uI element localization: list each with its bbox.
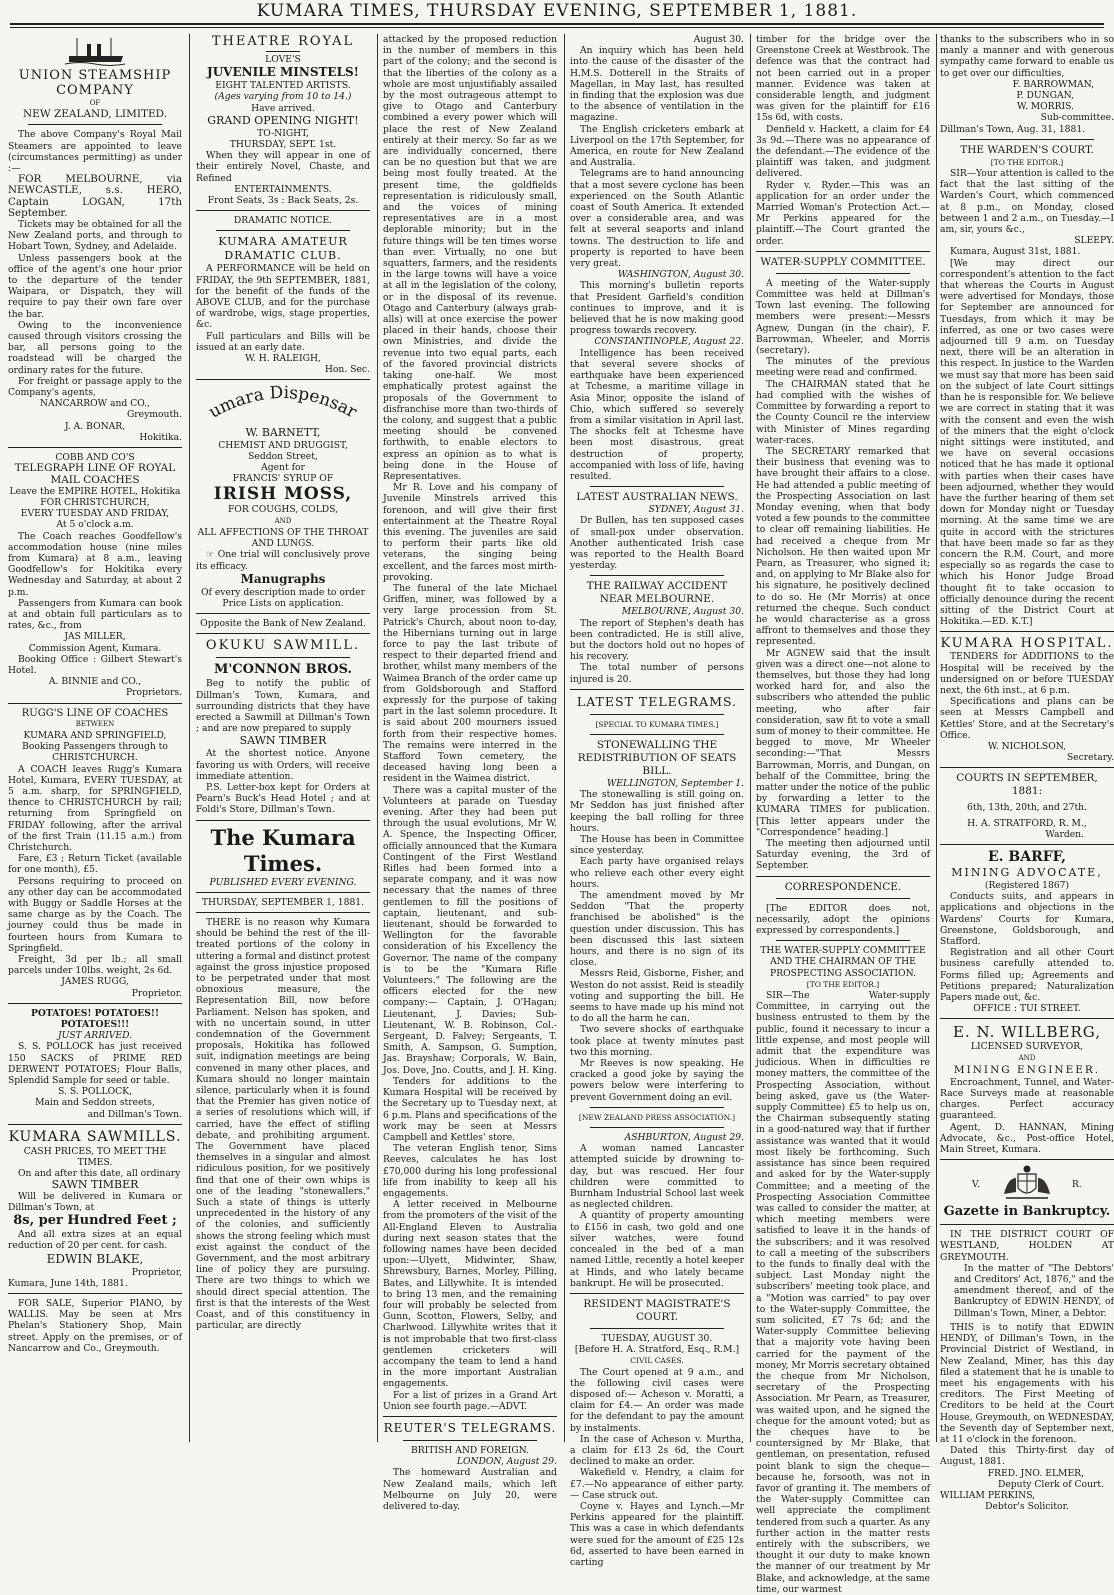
ks-p2: Will be delivered in Kumara or Dillman's Town, at: [8, 1190, 182, 1213]
rm-p1: The Court opened at 9 a.m., and the following civil cases were disposed of:— Acheson v. Moratti, a claim for £4.— An order was made for the defendant to pay the amount by instalments.: [570, 1366, 744, 1434]
ks-title: KUMARA SAWMILLS.: [8, 1128, 182, 1145]
tr-grand: GRAND OPENING NIGHT!: [207, 113, 359, 127]
rugg-title: RUGG'S LINE OF COACHES: [21, 707, 169, 719]
usc-p3: Tickets may be obtained for all the New Zealand ports, and through to Hobart Town, Sydney, and Adelaide.: [8, 219, 182, 253]
enw-p2: Agent, D. HANNAN, Mining Advocate, &c., Post-office Hotel, Main Street, Kumara.: [940, 1121, 1114, 1156]
rugg-dest: CHRISTCHURCH.: [52, 752, 138, 764]
ash-p2: A quantity of property amounting to £156 in cash, two gold and one silver watches, were found concealed in the bed of a man named Little, recently a hotel keeper at Hinds, and who lately became bankrupt. He will be prosecuted.: [570, 1210, 744, 1289]
sw-dateline: WELLINGTON, September 1.: [606, 777, 744, 789]
masthead-rule: [10, 23, 1104, 28]
pot-arrived: JUST ARRIVED.: [57, 1030, 133, 1042]
nzpa: [NEW ZEALAND PRESS ASSOCIATION.]: [578, 1112, 736, 1122]
pot-name: S. S. POLLOCK,: [58, 1086, 132, 1098]
lt-special: [SPECIAL TO KUMARA TIMES.]: [595, 719, 719, 729]
kd-all: ALL AFFECTIONS OF THE THROAT AND LUNGS.: [197, 526, 369, 550]
column-rule: [564, 34, 565, 1442]
usc-p2: FOR MELBOURNE, via NEWCASTLE, s.s. HERO, Captain LOGAN, 17th September.: [8, 173, 182, 219]
kd-opp: Opposite the Bank of New Zealand.: [200, 618, 366, 630]
kt-title: The Kumara Times.: [210, 824, 356, 876]
ok-p3: P.S. Letter-box kept for Orders at Pearn's Buck's Head Hotel ; and at Foldi's Store, Dillman's Town.: [196, 781, 370, 816]
c5-p3: Ryder v. Ryder.—This was an application for an order under the Married Woman's Protection Act.—Mr Perkins appeared for the plaintiff.—The Court granted the order.: [756, 179, 930, 247]
c4-p4: This morning's bulletin reports that President Garfield's condition continues to improve, and it is believed that he is now making good progress towards recovery.: [570, 280, 744, 337]
kd-role: CHEMIST AND DRUGGIST,: [218, 439, 348, 451]
gz-sig-role: Deputy Clerk of Court.: [997, 1478, 1104, 1490]
dn-p2: Full particulars and Bills will be issued at an early date.: [196, 330, 370, 353]
ws-p1: A meeting of the Water-supply Committee was held at Dillman's Town last evening. The following members were present:—Messrs Agnew, Dungan (in the chair), F. Barrowman, Wheeler, and Morris (secretary).: [756, 277, 930, 357]
cobb-p1: The Coach reaches Goodfellow's accommodation house (nine miles from Kumara) at 8 a.m., leaving Goodfellow's for Hokitika every Wednesday and Saturday, at about 2 p.m.: [8, 530, 182, 598]
kd-manu: Manugraphs: [240, 571, 326, 586]
news-artunion: For a list of prizes in a Grand Art Union see fourth page.—ADVT.: [383, 1389, 557, 1412]
usc-p6: For freight or passage apply to the Company's agents,: [8, 375, 182, 399]
column-2: [196, 34, 370, 1442]
usc-agent1-place: Greymouth.: [126, 409, 182, 421]
tr-arrived: Have arrived.: [251, 102, 315, 114]
kh-p1: TENDERS for ADDITIONS to the Hospital will be received by the undersigned on or before TUESDAY next, the 6th inst., at 6 p.m.: [940, 651, 1114, 696]
cobb-days: EVERY TUESDAY AND FRIDAY,: [20, 508, 170, 520]
eb-p1: Conducts suits, and appears in applications and objections in the Wardens' Courts for Kumara, Greenstone, Goldsborough, and Stafford.: [940, 891, 1114, 948]
column-rule: [936, 34, 937, 1442]
gz-dated: Dated this Thirty-first day of August, 1881.: [940, 1445, 1114, 1468]
cs-dates: 6th, 13th, 20th, and 27th.: [967, 802, 1087, 814]
dn-club: KUMARA AMATEUR DRAMATIC CLUB.: [218, 235, 348, 263]
kd-trial: One trial will conclusively prove its efficacy.: [196, 549, 370, 572]
cs-sig: H. A. STRATFORD, R. M.,: [967, 817, 1087, 829]
kd-and: AND: [274, 516, 292, 525]
let-to: [TO THE EDITOR.]: [806, 979, 880, 989]
dn-sec: W. H. RALEIGH,: [245, 353, 321, 365]
let-title: THE WATER-SUPPLY COMMITTEE AND THE CHAIRMAN OF THE PROSPECTING ASSOCIATION.: [760, 945, 926, 979]
columns: [0, 34, 1114, 1595]
cobb-for: FOR CHRISTCHURCH,: [40, 496, 150, 508]
news-minstrels: Mr R. Love and his company of Juvenile Minstrels arrived this forenoon, and will give their first entertainment at the Theatre Royal this evening. The juveniles are said to perform their parts like old veterans, the singing being excellent, and the farces most mirth-provoking.: [383, 482, 557, 583]
crest-v: V.: [972, 1180, 980, 1191]
crest-r: R.: [1072, 1180, 1082, 1191]
ok-timber: SAWN TIMBER: [239, 734, 327, 748]
ok-p1: Beg to notify the public of Dillman's Town, Kumara, and surrounding districts that they have erected a Sawmill at Dillman's Town ; and are now prepared to supply: [196, 678, 370, 735]
cobb-title: COBB AND CO'S: [55, 452, 135, 464]
column-6: [940, 34, 1114, 1513]
enw-p1: Encroachment, Tunnel, and Water-Race Surveys made at reasonable charges. Perfect accuracy guaranteed.: [940, 1076, 1114, 1122]
tr-tonight: TO-NIGHT,: [257, 127, 309, 139]
ws-p3: The CHAIRMAN stated that he had complied with the wishes of Committee by forwarding a report to the County Council re the interview with Minister of Mines regarding water-races.: [756, 378, 930, 446]
dispensary-arc-title: [196, 384, 370, 422]
wc-p2: [We may direct our correspondent's attention to the fact that whereas the Courts in August were advertised for Mondays, those for September are announced for Tuesdays, from which it may be inferred, as one or two cases were adjourned till 9 a.m. on Tuesday next, there will be an alteration in this respect. In justice to the Warden we must say that more has been said on the subject of late Court sittings than he is responsible for. We believe we are correct in stating that it was with the consent and even the wish of the miners that the eight o'clock night sittings were instituted, and we have on several occasions noticed that he has made it optional with parties when their cases have been adjourned, whether they would have the further hearing of them set down for Monday night or Tuesday morning. At the same time we are quite in accord with the strictures that have been made so far as they concern the R.M. Court, and more especially so as regards the case to which his Honor Judge Broad thought fit to take occasion to officially denounce during the recent sitting of the District Court at Hokitika.—ED. K.T.]: [940, 257, 1114, 628]
usc-agent2-place: Hokitika.: [139, 431, 182, 443]
sig1: F. BARROWMAN,: [1012, 78, 1094, 90]
rt-dateline: LONDON, August 29.: [456, 1456, 557, 1468]
rm-p4: Coyne v. Hayes and Lynch.—Mr Perkins appeared for the plaintiff. This was a case in which defendants were sued for the amount of £25 12s 6d, asserted to have been earned in carting: [570, 1500, 744, 1568]
column-rule: [750, 34, 751, 1442]
rugg-route: KUMARA AND SPRINGFIELD,: [23, 729, 167, 741]
cobb-time: At 5 o'clock a.m.: [56, 519, 134, 531]
wc-sig: SLEEPY.: [1074, 235, 1114, 247]
eb-reg: (Registered 1867): [984, 880, 1070, 891]
sw-p2: The House has been in Committee since yesterday.: [570, 833, 744, 857]
column-rule: [189, 34, 190, 1442]
sw-p4: The amendment moved by Mr Seddon "That the property franchised be abolished" is the question under discussion. This has been discussed this last sixteen hours, and there is no sign of its close.: [570, 890, 744, 969]
column-5: [756, 34, 930, 1595]
news-reeves: The veteran English tenor, Sims Reeves, calculates he has lost £70,000 during his long professional life from inability to keep all his engagements.: [383, 1143, 557, 1199]
rm-civil: CIVIL CASES.: [630, 1356, 684, 1366]
usc-title: UNION STEAMSHIP COMPANY: [18, 68, 172, 98]
rugg-prop: JAMES RUGG,: [61, 976, 129, 988]
ws-p6: The meeting then adjourned until Saturday evening, the 3rd of September.: [756, 838, 930, 872]
kd-for: FOR COUGHS, COLDS,: [227, 504, 339, 516]
rt-title: REUTER'S TELEGRAMS.: [383, 1420, 557, 1435]
kt-pub: PUBLISHED EVERY EVENING.: [209, 876, 357, 888]
ws-title: WATER-SUPPLY COMMITTEE.: [760, 255, 926, 268]
royal-crest: [940, 1164, 1114, 1204]
tr-date: THURSDAY, SEPT. 1st.: [229, 139, 337, 151]
kh-role: Secretary.: [1066, 752, 1114, 764]
sw-p3: Each party have organised relays who relieve each other every eight hours.: [570, 856, 744, 890]
dn-title: DRAMATIC NOTICE.: [233, 215, 333, 227]
ws-p2: The minutes of the previous meeting were read and confirmed.: [756, 356, 930, 379]
wc-place: Kumara, August 31st, 1881.: [950, 246, 1081, 258]
usc-p5: Owing to the inconvenience caused through visitors crossing the bar, all persons going to the roadstead will be charged the ordinary rates for the future.: [8, 319, 182, 376]
news-funeral: The funeral of the late Michael Griffen, miner, was followed by a very large procession from St. Patrick's Church, about noon to-day, the Hibernians turning out in large force to pay the last tribute of respect to their departed friend and brother, whilst many members of the Waimea Branch of the order came up from Goldsborough and Stafford expressly for the purpose of taking part in the last solemn procedure. It is said about 200 mourners issued forth from their respective homes. The remains were interred in the Stafford Town cemetery, the deceased having long been a resident in the Waimea district.: [383, 582, 557, 785]
kd-manu-p: Of every description made to order Price Lists on application.: [200, 586, 366, 609]
sw-p7: Mr Reeves is now speaking. He cracked a good joke by saying the powers below were interfering to prevent Government doing an evil.: [570, 1058, 744, 1103]
column-1: [8, 34, 182, 1442]
sw-p1: The stonewalling is still going on. Mr Seddon has just finished after keeping the ball rolling for three hours.: [570, 789, 744, 834]
editorial-p1: THERE is no reason why Kumara should be behind the rest of the ill-treated portions of the colony in uttering a formal and distinct protest against the gross injustice proposed to be perpetrated under that most obnoxious measure, the Representation Bill, now before Parliament. Nelson has spoken, and with no uncertain sound, in utter condemnation of the Government proposals, Hokitika has followed suit, indignation meetings are being convened in many other places, and Kumara should no longer maintain silence, particularly when it is found that the Premier has given notice of a series of resolutions which will, if carried, have the effect of stifling debate, and prohibiting argument. The Government have placed themselves in a singular and almost ridiculous position, for we positively find that one of their own whips is one of the leading "stonewallers." Such a state of things is utterly unprecedented in the history of any of the colonies, and sufficiently shows the strong feeling which must exist against the conduct of the Government, and the most arbitrary line of policy they are pursuing. There are two things to which we should direct special attention. The first is that the interests of the West Coast, and of this constituency in particular, are directly: [196, 916, 370, 1332]
dn-sec-role: Hon. Sec.: [324, 364, 370, 376]
rugg-p4: Freight, 3d per lb.; all small parcels under 10lbs. weight, 2s 6d.: [8, 954, 182, 977]
column-rule: [377, 34, 378, 1442]
sw-title: STONEWALLING THE REDISTRIBUTION OF SEATS BILL.: [577, 738, 737, 777]
corr-title: CORRESPONDENCE.: [784, 880, 902, 893]
usc-p4: Unless passengers book at the office of the agent's one hour prior to the departure of the tender Waipara, or Dispatch, they will require to pay their own fare over the bar.: [8, 252, 182, 320]
c5-p1: timber for the bridge over the Greenstone Creek at Westbrook. The defence was that the contract had not been carried out in a proper manner. Evidence was taken at considerable length, and judgment was given for the plaintiff for £16 15s 6d, with costs.: [756, 34, 930, 124]
eb-title: MINING ADVOCATE,: [951, 866, 1103, 879]
usc-of: OF: [89, 99, 101, 107]
ks-sub: CASH PRICES, TO MEET THE TIMES.: [23, 1145, 167, 1169]
pointing-hand-icon: ☞: [206, 549, 218, 561]
eb-name: E. BARFF,: [987, 849, 1067, 865]
ok-bros: M'CONNON BROS.: [213, 662, 353, 678]
news-hospital: Tenders for additions to the Kumara Hospital will be received by the Secretary up to Tuesday next, at 6 p.m. Plans and specifications of the work may be seen at Messrs Campbell and Kettles' store.: [383, 1075, 557, 1143]
sig-role: Sub-committee.: [1040, 112, 1114, 124]
rail-p1: The report of Stephen's death has been contradicted. He is still alive, but the doctors hold out no hopes of his recovery.: [570, 617, 744, 663]
sw-p6: Two severe shocks of earthquake took place at twenty minutes past two this morning.: [570, 1024, 744, 1058]
kh-sig: W. NICHOLSON,: [987, 740, 1067, 752]
usc-p1: The above Company's Royal Mail Steamers are appointed to leave (circumstances permitting) as under :—: [8, 129, 182, 175]
column-4: [570, 34, 744, 1568]
steamship-icon: [65, 34, 125, 68]
tr-ent: ENTERTAINMENTS.: [234, 183, 332, 195]
pot-title: POTATOES! POTATOES!! POTATOES!!!: [31, 1007, 159, 1031]
ws-p5: Mr AGNEW said that the insult given was a direct one—not alone to themselves, but those they had long worked hard for, and also the subscribers who attended the public meeting, who after fair consideration, saw fit to vote a small sum of money to their committee. He begged to move, Mr Wheeler seconding:—"That Messrs Barrowman, Morris, and Dungan, on behalf of the Committee, bring the matter under the notice of the public by forwarding a letter to the KUMARA TIMES for publication. [This letter appears under the "Correspondence" heading.]: [756, 647, 930, 838]
ok-title: OKUKU SAWMILL.: [205, 638, 361, 654]
let-p1: SIR—The Water-supply Committee, in carrying out the business entrusted to them by the public, found it necessary to incur a little expense, and most people will admit that the expenditure was judicious. When in difficulties re money matters, the committee of the Prospecting Association, without being asked, gave us (the Water-supply Committee) £5 to help us on, the Chairman subsequently stating in a good-natured way that if further assistance was wanted that it would most likely be forthcoming. Such assistance has since been required and asked for by the Water-supply Committee; and a meeting of the Prospecting Association Committee was called to consider the matter, at which meeting members were satisfied to leave it in the hands of the subscribers; and it was resolved to call a meeting of the subscribers to the funds to finally deal with the subject. Last Monday night the subscribers' meeting took place, and a "Motion was carried" to pay over to the Water-supply Committee, the sum solicited, £7 7s 6d; and the Water-supply Committee believing that a majority vote having been carried for the payment of the money, Mr Morris secretary obtained the cheque from Mr Nicholson, secretary of the Prospecting Association. Mr Pearn, as Treasurer, was waited upon, and he signed the cheque for the amount voted; but as the cheques have to be countersigned by Mr Blake, that gentleman, on presentation, refused point blank to sign the cheque—because he, forsooth, was not in favor of granting it. The members of the Water-supply Committee can well appreciate the compliment tendered from such a quarter. As any further action in the matter rests entirely with the subscribers, we thought it our duty to make known the manner of our treatment by Mr Blake, and acknowledge, at the same time, our warmest: [756, 990, 930, 1595]
kd-name: W. BARNETT,: [245, 425, 321, 439]
kd-street: Seddon Street,: [248, 450, 318, 462]
cobb-booking: Booking Office : Gilbert Stewart's Hotel.: [8, 653, 182, 676]
cobb-p2: Passengers from Kumara can book at and obtain full particulars as to rates, &c., from: [8, 597, 182, 632]
masthead: KUMARA TIMES, THURSDAY EVENING, SEPTEMBER 1, 1881.: [256, 1, 858, 21]
coat-of-arms-icon: [1000, 1164, 1054, 1204]
sw-p5: Messrs Reid, Gisborne, Fisher, and Weston do not assist. Reid is steadily voting and supporting the bill. He seems to have made up his mind not to do all the harm he can.: [570, 968, 744, 1025]
usc-agent2: J. A. BONAR,: [64, 420, 126, 432]
enw-role2: MINING ENGINEER.: [953, 1063, 1101, 1076]
c4-p5: Intelligence has been received that several severe shocks of earthquake have been experienced at Tchesme, a maritime village in Asia Minor, opposite the island of Chio, which suffered so severely from a similar visitation in April last. The shocks felt at Tchesme have been most disastrous, great destruction of property, accompanied with loss of life, having resulted.: [570, 347, 744, 482]
kd-agent: Agent for: [261, 462, 305, 474]
rugg-p2: Fare, £3 ; Return Ticket (available for one month), £5.: [8, 853, 182, 876]
cobb-prop: A. BINNIE and CO.,: [48, 676, 142, 688]
enw-and: AND: [1018, 1053, 1036, 1062]
rugg-between: BETWEEN: [75, 719, 115, 728]
cs-role: Warden.: [1045, 828, 1084, 840]
c4-p1: An inquiry which has been held into the cause of the disaster of the H.M.S. Dotterell in the Straits of Magellan, in May last, has resulted in finding that the explosion was due to the absence of ventilation in the magazine.: [570, 45, 744, 124]
kd-moss: IRISH MOSS,: [213, 484, 353, 505]
dateline-3: CONSTANTINOPLE, August 22.: [594, 336, 744, 348]
rail-dateline: MELBOURNE, August 30.: [621, 606, 744, 618]
svg-text:Kumara Dispensary.: [196, 384, 361, 422]
rm-title: RESIDENT MAGISTRATE'S COURT.: [583, 1297, 731, 1323]
rt-p1: The homeward Australian and New Zealand mails, which left Melbourne on July 20, were delivered to-day.: [383, 1467, 557, 1512]
cobb-agent-role: Commission Agent, Kumara.: [28, 642, 162, 654]
wc-to: [TO THE EDITOR.]: [990, 157, 1064, 167]
cobb-agent: JAS MILLER,: [64, 631, 126, 643]
corr-note: [The EDITOR does not, necessarily, adopt the opinions expressed by correspondents.]: [756, 902, 930, 937]
rail-title: THE RAILWAY ACCIDENT NEAR MELBOURNE.: [586, 580, 728, 606]
gz-court: IN THE DISTRICT COURT OF WESTLAND, HOLDEN AT GREYMOUTH.: [940, 1229, 1114, 1263]
tr-ages: (Ages varying from 10 to 14.): [214, 91, 352, 103]
ks-price: 8s, per Hundred Feet ;: [13, 1213, 177, 1229]
ks-role: Proprietor,: [131, 1266, 182, 1278]
enw-role1: LICENSED SURVEYOR,: [970, 1041, 1084, 1053]
kh-p2: Specifications and plans can be seen at Messrs Campbell and Kettles' Store, and at the Secretary's Office.: [940, 696, 1114, 741]
ks-name: EDWIN BLAKE,: [46, 1251, 144, 1266]
pot-addr1: Main and Seddon streets,: [35, 1097, 155, 1109]
kt-date: THURSDAY, SEPTEMBER 1, 1881.: [201, 896, 365, 908]
eb-p2: Registration and all other Court business carefully attended to. Forms filled up; Agreements and Petitions prepared; Naturalization Papers made out, &c.: [940, 947, 1114, 1004]
tr-loves: LOVE'S: [265, 54, 301, 65]
rm-date: TUESDAY, AUGUST 30.: [601, 1332, 713, 1344]
rail-p2: The total number of persons injured is 20.: [570, 662, 744, 685]
column-3: [383, 34, 557, 1512]
usc-name: NEW ZEALAND, LIMITED.: [22, 108, 168, 121]
c5-p2: Denfield v. Hackett, a claim for £4 3s 9d.—There was no appearance of the defendant.—The evidence of the plaintiff was taken, and judgment delivered.: [756, 123, 930, 180]
dateline-1: August 30.: [693, 34, 744, 45]
ash-dateline: ASHBURTON, August 29.: [624, 1132, 744, 1144]
usc-agent1: NANCARROW and CO.,: [39, 398, 151, 410]
gz-title: Gazette in Bankruptcy.: [943, 1204, 1111, 1220]
gz-sol-role: Debtor's Solicitor.: [985, 1501, 1069, 1513]
ash-p1: A woman named Lancaster attempted suicide by drowning to-day, but was rescued. Her four children were committed to Burnham Industrial School last week as neglected children.: [570, 1143, 744, 1211]
tr-title: THEATRE ROYAL: [211, 34, 355, 49]
dateline-2: WASHINGTON, August 30.: [617, 269, 744, 281]
cobb-leave: Leave the EMPIRE HOTEL, Hokitika: [9, 485, 181, 497]
cobb-line: TELEGRAPH LINE OF ROYAL MAIL COACHES: [14, 462, 176, 486]
tr-minstrels: JUVENILE MINSTELS!: [207, 65, 359, 80]
c6-p1: thanks to the subscribers who in so manly a manner and with generous sympathy came forward to enable us to get over our difficulties,: [940, 34, 1114, 79]
eb-office: OFFICE : TUI STREET.: [973, 1003, 1081, 1015]
tr-seats: Front Seats, 3s : Back Seats, 2s.: [207, 195, 359, 207]
lan-p1: Dr Bullen, has ten supposed cases of small-pox under observation. Another authenticated Irish case was reported to the Health Board yesterday.: [570, 515, 744, 572]
cobb-prop-role: Proprietors.: [125, 687, 182, 699]
dn-p1: A PERFORMANCE will be held on FRIDAY, the 9th SEPTEMBER, 1881, for the benefit of the funds of the ABOVE CLUB, and for the purchase of wardrobe, wigs, stage properties, &c.: [196, 263, 370, 331]
tr-eight: EIGHT TALENTED ARTISTS.: [215, 80, 351, 92]
tr-p1: When they will appear in one of their entirely Novel, Chaste, and Refined: [196, 150, 370, 184]
c4-p2: The English cricketers embark at Liverpool on the 17th September, for America, en route for New Zealand and Australia.: [570, 123, 744, 169]
c4-p3: Telegrams are to hand announcing that a most severe cyclone has been experienced on the South Atlantic coast of South America. It extended over a considerable area, and was felt at several seaports and inland towns. The destruction to life and property is reported to have been very great.: [570, 168, 744, 270]
ks-timber: SAWN TIMBER: [51, 1178, 139, 1192]
gz-sol: WILLIAM PERKINS,: [940, 1489, 1036, 1501]
ok-p2: At the shortest notice. Anyone favoring us with Orders, will receive immediate attention.: [196, 748, 370, 782]
kd-francis: FRANCIS' SYRUP OF: [232, 473, 334, 485]
rugg-booking: Booking Passengers through to: [22, 741, 168, 753]
sale-p1: FOR SALE, Superior PIANO, by WALLIS. May be seen at Mrs Phelan's Stationery Shop, Main street. Apply on the premises, or of Nancarrow and Co., Greymouth.: [8, 1297, 182, 1354]
dispensary-arc-text: umara Dispensar: [205, 384, 361, 423]
rugg-p1: A COACH leaves Rugg's Kumara Hotel, Kumara, EVERY TUESDAY, at 5 a.m. sharp, for SPRINGFIELD, thence to CHRISTCHURCH by rail; returning from Springfield on FRIDAY following, after the arrival of the first Train (11.15 a.m.) from Christchurch.: [8, 763, 182, 853]
sig-place: Dillman's Town, Aug. 31, 1881.: [940, 123, 1086, 135]
kh-title: KUMARA HOSPITAL.: [940, 636, 1114, 652]
wc-title: THE WARDEN'S COURT.: [960, 143, 1094, 156]
news-cricket: A letter received in Melbourne from the promoters of the visit of the All-England Eleven to Australia during next season states that the following names have been decided upon:—Ulyett, Midwinter, Shaw, Shrewsbury, Barnes, Morley, Pilling, Bates, and Lillywhite. It is intended to bring 13 men, and the remaining four will probably be selected from Gunn, Scotton, Flowers, Selby, and Charlwood. Lillywhite writes that it is not improbable that two first-class gentlemen cricketers will accompany the team to lend a hand in the more important Australian engagements.: [383, 1199, 557, 1390]
rm-p2: In the case of Acheson v. Murtha, a claim for £13 2s 6d, the Court declined to make an order.: [570, 1433, 744, 1468]
lt-title: LATEST TELEGRAMS.: [576, 693, 738, 709]
lan-dateline: SYDNEY, August 31.: [648, 504, 744, 516]
gz-sig: FRED. JNO. ELMER,: [987, 1467, 1084, 1479]
sig2: P. DUNGAN,: [1016, 90, 1074, 102]
rugg-p3: Persons requiring to proceed on any other day can be accommodated with Buggy or Saddle Horses at the same charge as by the Coach. The journey could thus be made in fourteen hours from Kumara to Springfield.: [8, 875, 182, 954]
rm-p3: Wakefield v. Hendry, a claim for £7.—No appearance of either party.— Case struck out.: [570, 1467, 744, 1501]
editorial-p2: attacked by the proposed reduction in the number of members in this part of the colony; and the second is that the liberties of the colony as a whole are most unjustifiably assailed by the most outrageous attempt to give to Otago and Canterbury combined a every power which will place the rest of New Zealand entirely at their mercy. So far as we are individually concerned, there can be no question but that we are being most foully treated. At the present time, the goldfields representation is ridiculously small, and the voices of mining representatives are in a most deplorable minority; but in the future things will be ten times worse than ever. Virtually, no one but squatters, farmers, and the residents in the large towns will have a voice at all in the legislation of the colony, or in the disposal of its revenue. Otago and Canterbury (always grab-alls) will at once exercise the power placed in their hands, choose their own Ministries, and divide the revenue into two equal parts, each of the favored provincial districts taking one-half. We most emphatically protest against the proposals of the Government to disfranchise more than two-thirds of the colony, and suggest that a public meeting should be convened forthwith, to enable electors to express an opinion as to what is being done in the House of Representatives.: [383, 34, 557, 482]
cs-title: COURTS IN SEPTEMBER, 1881:: [956, 772, 1098, 798]
rm-before: [Before H. A. Stratford, Esq., R.M.]: [574, 1344, 740, 1356]
rt-sub: BRITISH AND FOREIGN.: [410, 1444, 530, 1456]
gz-p1: THIS is to notify that EDWIN HENDY, of Dillman's Town, in the Provincial District of Westland, in New Zealand, Miner, has this day filed a statement that he is unable to meet his engagements with his creditors. The First Meeting of Creditors to be held at the Court House, Greymouth, on WEDNESDAY, the Seventh day of September next, at 11 o'clock in the forenoon.: [940, 1321, 1114, 1445]
enw-name: E. N. WILLBERG,: [953, 1023, 1101, 1042]
pot-addr2: and Dillman's Town.: [87, 1108, 182, 1120]
sig3: W. MORRIS.: [1017, 101, 1074, 113]
wc-p1: SIR—Your attention is called to the fact that the last sitting of the Warden's Court, which commenced at 8 p.m., on Monday, closed between 1 and 2 a.m., on Tuesday.—I am, sir, yours &c.,: [940, 168, 1114, 236]
ks-p1: On and after this date, all ordinary: [18, 1168, 181, 1180]
ws-p4: The SECRETARY remarked that their business that evening was to have brought their affairs to a close. He had attended a public meeting of the Prospecting Association on last Monday evening, when that body voted a few pounds to the committee to clear off remaining liabilities. He had received a cheque from Mr Nicholson. He then waited upon Mr Pearn, as Treasurer, who signed it; and, on applying to Mr Blake also for his signature, he positively declined to do so. He (Mr Morris) at once returned the cheque. Such conduct he would characterise as a gross affront to themselves and those they represented.: [756, 445, 930, 648]
ks-date: Kumara, June 14th, 1881.: [8, 1277, 128, 1289]
rugg-prop-role: Proprietor.: [131, 987, 182, 999]
pot-p1: S. S. POLLOCK has just received 150 SACKS of PRIME RED DERWENT POTATOES; Flour Balls, Splendid Sample for seed or table.: [8, 1041, 182, 1087]
lan-title: LATEST AUSTRALIAN NEWS.: [576, 491, 738, 504]
news-volunteers: There was a capital muster of the Volunteers at parade on Tuesday evening. After they had been put through the usual evolutions, Mr W. A. Spence, the Inspecting Officer, officially announced that the Kumara Contingent of the First Westland Rifles had been formed into a separate company, and it was now necessary that the names of three gentlemen to fill the positions of captain, lieutenant, and sub-lieutenant, should be forwarded to Wellington for the favorable consideration of his Excellency the Governor. The name of the company is to be the "Kumara Rifle Volunteers." The following are the officers elected for the new company:— Captain, J. O'Hagan; Lieutenant, J. Davies; Sub-Lieutenant, W. B. Robinson, Col.-Sergeant, D. Falvey; Sergeants, T. Smith, A. Sampson, G. Sumption, Jas. Brayshaw; Corporals, W. Bain, Jos. Dove, Jno. Coutts, and J. H. King.: [383, 784, 557, 1076]
ks-p3: And all extra sizes at an equal reduction of 20 per cent. for cash.: [8, 1229, 182, 1252]
gz-matter: In the matter of "The Debtors' and Creditors' Act, 1876," and the amendment thereof, and of the Bankruptcy of EDWIN HENDY, of Dillman's Town, Miner, a Debtor.: [954, 1262, 1114, 1319]
